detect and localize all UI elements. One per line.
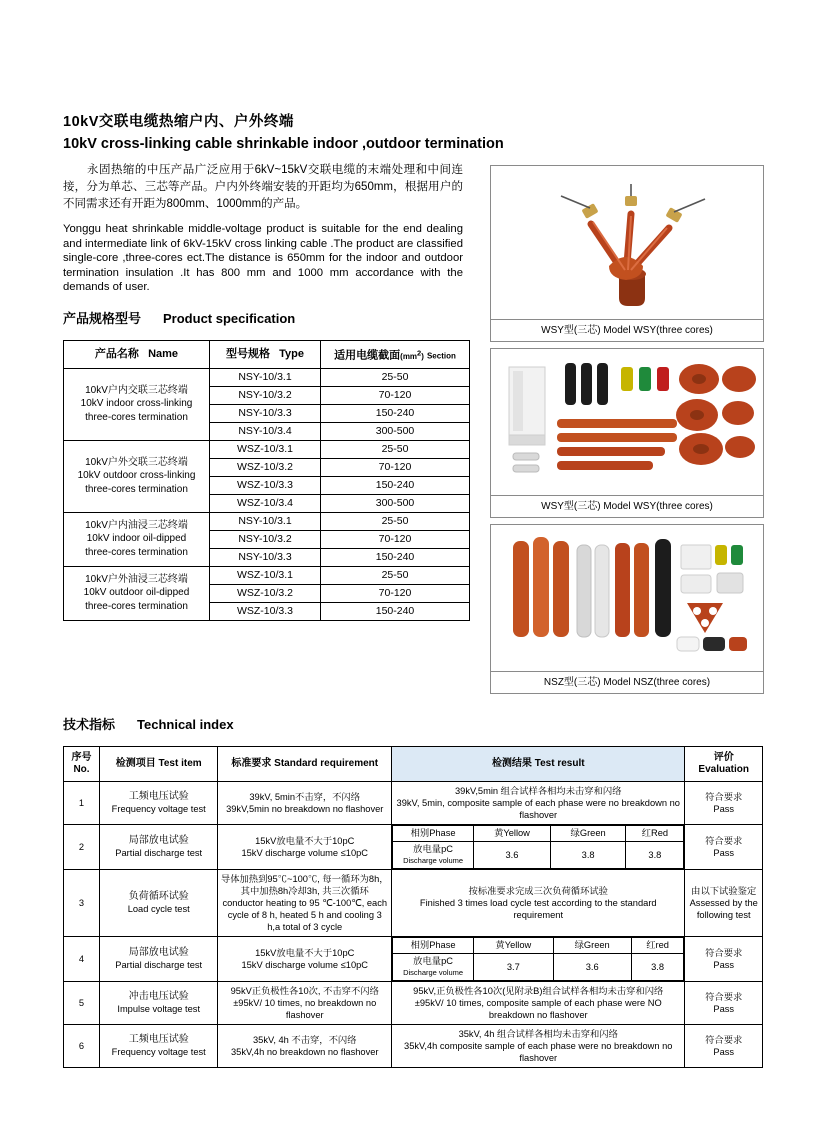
discharge-row bbox=[393, 954, 684, 981]
eval-en: Pass bbox=[713, 804, 735, 814]
group-name-en2: three-cores termination bbox=[85, 483, 188, 495]
table-row bbox=[64, 440, 470, 458]
product-photo-panel-3 bbox=[490, 524, 764, 694]
req-en: 15kV discharge volume ≤10pC bbox=[241, 960, 369, 970]
cell-no: 3 bbox=[64, 870, 100, 937]
item-cn: 局部放电试验 bbox=[128, 835, 189, 846]
th-req-en: Standard requirement bbox=[274, 758, 379, 769]
section-product-label-cn: 产品规格型号 bbox=[63, 311, 142, 326]
th-name-cn: 产品名称 bbox=[94, 347, 139, 360]
th-section-unit: mm bbox=[402, 351, 418, 361]
res-cn: 95kV,正负极性各10次(见附录B)组合试样各相均未击穿和闪络 bbox=[413, 986, 664, 996]
phase-label-cn: 相别 bbox=[410, 940, 430, 950]
item-cn: 工频电压试验 bbox=[128, 791, 189, 802]
group-name-en1: 10kV outdoor cross-linking bbox=[77, 470, 196, 482]
eval-en: Pass bbox=[713, 1004, 735, 1014]
technical-index-table bbox=[63, 746, 763, 1068]
phase-label-row bbox=[393, 938, 684, 954]
phase-value: 黄Yellow bbox=[474, 938, 554, 954]
item-en: Load cycle test bbox=[127, 904, 190, 914]
cable-termination-illustration bbox=[491, 166, 761, 319]
cell-item bbox=[100, 1025, 218, 1068]
cell-evaluation bbox=[685, 982, 763, 1025]
cell-type: WSZ-10/3.1 bbox=[210, 440, 321, 458]
req-en: 15kV discharge volume ≤10pC bbox=[241, 848, 369, 858]
cell-type: NSY-10/3.3 bbox=[210, 548, 321, 566]
cell-section: 150-240 bbox=[321, 476, 470, 494]
page-title bbox=[63, 112, 583, 154]
th-item-en: Test item bbox=[158, 758, 202, 769]
photo-nsz-kit-illustration bbox=[491, 525, 763, 672]
cell-requirement bbox=[218, 937, 392, 982]
req-cn: 39kV, 5min不击穿，不闪络 bbox=[249, 792, 361, 802]
th-result bbox=[392, 747, 685, 782]
tech-table-head bbox=[64, 747, 763, 782]
table-row bbox=[64, 512, 470, 530]
eval-cn: 符合要求 bbox=[705, 836, 743, 846]
cell-evaluation bbox=[685, 937, 763, 982]
item-en: Frequency voltage test bbox=[111, 1047, 206, 1057]
table-row bbox=[64, 870, 763, 937]
section-technical-label-cn: 技术指标 bbox=[63, 717, 116, 732]
table-row bbox=[64, 982, 763, 1025]
intro-english: Yonggu heat shrinkable middle-voltage product is suitable for the end dealing and intermediate link of 6kV-15kV cross linking cable .The product are classified single-core ,three-cores ect.The distance is 650mm for the indoor and outdoor termination insulation .It has 800 mm and 1000 mm accordance with the demands of user. bbox=[63, 223, 463, 293]
eval-cn: 由以下试验鉴定 bbox=[691, 886, 757, 896]
tech-table-body bbox=[64, 782, 763, 1068]
res-en: Finished 3 times load cycle test according to the standard requirement bbox=[419, 898, 657, 920]
phase-value: 绿Green bbox=[550, 826, 625, 842]
th-eval-en: Evaluation bbox=[698, 764, 749, 775]
table-header-row bbox=[64, 747, 763, 782]
discharge-row bbox=[393, 842, 684, 869]
th-res-en: Test result bbox=[534, 758, 585, 769]
phase-value: 黄Yellow bbox=[474, 826, 551, 842]
req-en: conductor heating to 95 ℃-100℃, each cycle of 8 h, heated 5 h and cooling 3 h,a total of 3 cycle bbox=[222, 898, 388, 932]
cell-item bbox=[100, 870, 218, 937]
photo-caption-2: WSY型(三芯) Model WSY(three cores) bbox=[491, 495, 763, 517]
product-photo-panel-1 bbox=[490, 165, 764, 342]
item-cn: 负荷循环试验 bbox=[128, 891, 189, 902]
discharge-value: 3.7 bbox=[474, 954, 554, 981]
eval-cn: 符合要求 bbox=[705, 1035, 743, 1045]
title-chinese: 10kV交联电缆热缩户内、户外终端 bbox=[63, 114, 294, 130]
th-eval-cn: 评价 bbox=[713, 752, 734, 763]
cell-type: NSY-10/3.3 bbox=[210, 404, 321, 422]
product-group-name bbox=[64, 368, 210, 440]
nsz-components-illustration bbox=[491, 525, 761, 671]
photo-wsy-three-cores-illustration bbox=[491, 166, 763, 320]
product-group-name bbox=[64, 512, 210, 566]
phase-label-en: Phase bbox=[429, 828, 456, 838]
eval-en: Pass bbox=[713, 848, 735, 858]
th-type-cn: 型号规格 bbox=[225, 347, 270, 360]
res-cn: 按标准要求完成三次负荷循环试验 bbox=[468, 886, 608, 896]
cell-section: 150-240 bbox=[321, 548, 470, 566]
item-en: Partial discharge test bbox=[115, 960, 203, 970]
eval-cn: 符合要求 bbox=[705, 792, 743, 802]
res-en: 35kV,4h composite sample of each phase were no breakdown no flashover bbox=[404, 1041, 673, 1063]
cell-section: 70-120 bbox=[321, 458, 470, 476]
res-en: ±95kV/ 10 times, composite sample of each phase were NO breakdown no flashover bbox=[414, 998, 662, 1020]
res-en: 39kV, 5min, composite sample of each phase were no breakdown no flashover bbox=[396, 798, 680, 820]
cell-type: WSZ-10/3.3 bbox=[210, 602, 321, 620]
cell-item bbox=[100, 982, 218, 1025]
phase-result-table bbox=[392, 825, 684, 869]
table-row bbox=[64, 368, 470, 386]
group-name-cn: 10kV户内油浸三芯终端 bbox=[85, 519, 188, 531]
cell-no: 5 bbox=[64, 982, 100, 1025]
intro-chinese: 永固热缩的中压产品广泛应用于6kV~15kV交联电缆的末端处理和中间连接，分为单芯、三芯等产品。户内外终端安装的开距均为650mm，根据用户的不同需求还有开距为800mm、1000mm的产品。 bbox=[63, 164, 463, 210]
cell-result bbox=[392, 1025, 685, 1068]
discharge-label-en: Discharge volume bbox=[403, 968, 464, 977]
th-name bbox=[64, 341, 210, 369]
cell-item bbox=[100, 825, 218, 870]
res-cn: 35kV, 4h 组合试样各相均未击穿和闪络 bbox=[458, 1029, 618, 1039]
table-row bbox=[64, 782, 763, 825]
eval-en: Pass bbox=[713, 960, 735, 970]
phase-value: 红red bbox=[631, 938, 684, 954]
th-section: 适用电缆截面(mm2) Section bbox=[321, 341, 470, 369]
th-res-cn: 检测结果 bbox=[491, 758, 532, 769]
cell-no: 2 bbox=[64, 825, 100, 870]
title-english: 10kV cross-linking cable shrinkable indoor ,outdoor termination bbox=[63, 136, 504, 152]
cell-no: 1 bbox=[64, 782, 100, 825]
group-name-en1: 10kV outdoor oil-dipped bbox=[83, 587, 190, 599]
eval-cn: 符合要求 bbox=[705, 992, 743, 1002]
cell-section: 25-50 bbox=[321, 512, 470, 530]
item-cn: 工频电压试验 bbox=[128, 1034, 189, 1045]
th-no bbox=[64, 747, 100, 782]
cell-no: 6 bbox=[64, 1025, 100, 1068]
cell-evaluation bbox=[685, 825, 763, 870]
cell-result bbox=[392, 825, 685, 870]
eval-en: Assessed by the following test bbox=[689, 898, 758, 920]
req-cn: 导体加热到95℃~100℃, 每一循环为8h，其中加热8h冷却3h, 共三次循环 bbox=[220, 874, 389, 896]
photo-kit-parts-illustration bbox=[491, 349, 763, 496]
discharge-label bbox=[393, 842, 474, 869]
req-cn: 15kV放电量不大于10pC bbox=[255, 948, 355, 958]
cell-section: 150-240 bbox=[321, 404, 470, 422]
discharge-value: 3.6 bbox=[474, 842, 551, 869]
phase-label-row bbox=[393, 826, 684, 842]
group-name-en1: 10kV indoor cross-linking bbox=[80, 398, 193, 410]
phase-label bbox=[393, 826, 474, 842]
group-name-cn: 10kV户外油浸三芯终端 bbox=[85, 573, 188, 585]
cell-item bbox=[100, 782, 218, 825]
eval-cn: 符合要求 bbox=[705, 948, 743, 958]
cell-result bbox=[392, 937, 685, 982]
cell-result bbox=[392, 870, 685, 937]
phase-result-table bbox=[392, 937, 684, 981]
th-section-en: Section bbox=[426, 351, 456, 361]
res-cn: 39kV,5min 组合试样各相均未击穿和闪络 bbox=[454, 786, 622, 796]
item-cn: 局部放电试验 bbox=[128, 947, 189, 958]
cell-section: 300-500 bbox=[321, 494, 470, 512]
req-en: ±95kV/ 10 times, no breakdown no flashover bbox=[233, 998, 377, 1020]
group-name-en1: 10kV indoor oil-dipped bbox=[86, 533, 187, 545]
th-section-exp: 2 bbox=[417, 348, 422, 357]
cell-requirement bbox=[218, 782, 392, 825]
cell-requirement bbox=[218, 870, 392, 937]
product-table-head bbox=[64, 341, 470, 369]
th-name-en: Name bbox=[148, 347, 179, 360]
section-technical-label-en: Technical index bbox=[137, 717, 234, 732]
discharge-label-cn: 放电量pC bbox=[413, 956, 453, 966]
th-requirement bbox=[218, 747, 392, 782]
table-row bbox=[64, 1025, 763, 1068]
group-name-en2: three-cores termination bbox=[85, 600, 188, 612]
req-en: 39kV,5min no breakdown no flashover bbox=[226, 804, 384, 814]
cell-section: 300-500 bbox=[321, 422, 470, 440]
group-name-cn: 10kV户外交联三芯终端 bbox=[85, 456, 188, 468]
cell-type: NSY-10/3.2 bbox=[210, 386, 321, 404]
cell-type: WSZ-10/3.3 bbox=[210, 476, 321, 494]
cell-type: NSY-10/3.4 bbox=[210, 422, 321, 440]
photo-caption-3: NSZ型(三芯) Model NSZ(three cores) bbox=[491, 671, 763, 693]
table-header-row bbox=[64, 341, 470, 369]
discharge-label-en: Discharge volume bbox=[403, 856, 464, 865]
cell-evaluation bbox=[685, 1025, 763, 1068]
table-row bbox=[64, 825, 763, 870]
phase-label-en: Phase bbox=[429, 940, 456, 950]
group-name-en2: three-cores termination bbox=[85, 411, 188, 423]
req-cn: 95kV正负极性各10次, 不击穿不闪络 bbox=[230, 986, 379, 996]
phase-label-cn: 相别 bbox=[410, 828, 430, 838]
group-name-en2: three-cores termination bbox=[85, 546, 188, 558]
th-item bbox=[100, 747, 218, 782]
discharge-value: 3.8 bbox=[626, 842, 684, 869]
req-cn: 35kV, 4h 不击穿，不闪络 bbox=[252, 1035, 357, 1045]
intro-paragraphs bbox=[63, 162, 463, 295]
kit-components-illustration bbox=[491, 349, 761, 495]
cell-no: 4 bbox=[64, 937, 100, 982]
th-req-cn: 标准要求 bbox=[231, 758, 272, 769]
th-no-en: No. bbox=[73, 764, 90, 775]
phase-value: 绿Green bbox=[553, 938, 631, 954]
cell-type: WSZ-10/3.4 bbox=[210, 494, 321, 512]
th-section-cn: 适用电缆截面 bbox=[334, 349, 401, 362]
cell-type: WSZ-10/3.2 bbox=[210, 458, 321, 476]
th-type-en: Type bbox=[279, 347, 305, 360]
th-evaluation bbox=[685, 747, 763, 782]
product-group-name bbox=[64, 566, 210, 620]
cell-section: 70-120 bbox=[321, 584, 470, 602]
cell-section: 70-120 bbox=[321, 386, 470, 404]
product-photo-panel-2 bbox=[490, 348, 764, 518]
req-cn: 15kV放电量不大于10pC bbox=[255, 836, 355, 846]
cell-item bbox=[100, 937, 218, 982]
th-type bbox=[210, 341, 321, 369]
discharge-label-cn: 放电量pC bbox=[413, 844, 453, 854]
phase-value: 红Red bbox=[626, 826, 684, 842]
discharge-label bbox=[393, 954, 474, 981]
section-heading-technical-index bbox=[63, 714, 234, 733]
eval-en: Pass bbox=[713, 1047, 735, 1057]
item-en: Partial discharge test bbox=[115, 848, 203, 858]
product-group-name bbox=[64, 440, 210, 512]
cell-section: 150-240 bbox=[321, 602, 470, 620]
discharge-value: 3.8 bbox=[550, 842, 625, 869]
product-specification-table bbox=[63, 340, 470, 621]
cell-requirement bbox=[218, 982, 392, 1025]
cell-type: NSY-10/3.2 bbox=[210, 530, 321, 548]
item-en: Frequency voltage test bbox=[111, 804, 206, 814]
product-table-body bbox=[64, 368, 470, 620]
cell-type: NSY-10/3.1 bbox=[210, 512, 321, 530]
group-name-cn: 10kV户内交联三芯终端 bbox=[85, 384, 188, 396]
cell-requirement bbox=[218, 825, 392, 870]
section-heading-product-specification bbox=[63, 308, 295, 327]
item-en: Impulse voltage test bbox=[117, 1004, 201, 1014]
discharge-value: 3.6 bbox=[553, 954, 631, 981]
cell-type: WSZ-10/3.2 bbox=[210, 584, 321, 602]
cell-type: WSZ-10/3.1 bbox=[210, 566, 321, 584]
table-row bbox=[64, 937, 763, 982]
table-row bbox=[64, 566, 470, 584]
cell-section: 70-120 bbox=[321, 530, 470, 548]
cell-requirement bbox=[218, 1025, 392, 1068]
cell-type: NSY-10/3.1 bbox=[210, 368, 321, 386]
th-item-cn: 检测项目 bbox=[115, 758, 156, 769]
th-no-cn: 序号 bbox=[71, 752, 92, 763]
cell-section: 25-50 bbox=[321, 566, 470, 584]
cell-section: 25-50 bbox=[321, 440, 470, 458]
cell-result bbox=[392, 982, 685, 1025]
cell-section: 25-50 bbox=[321, 368, 470, 386]
cell-evaluation bbox=[685, 870, 763, 937]
cell-evaluation bbox=[685, 782, 763, 825]
discharge-value: 3.8 bbox=[631, 954, 684, 981]
req-en: 35kV,4h no breakdown no flashover bbox=[231, 1047, 379, 1057]
phase-label bbox=[393, 938, 474, 954]
cell-result bbox=[392, 782, 685, 825]
photo-caption-1: WSY型(三芯) Model WSY(three cores) bbox=[491, 319, 763, 341]
item-cn: 冲击电压试验 bbox=[128, 991, 189, 1002]
section-product-label-en: Product specification bbox=[163, 311, 296, 326]
